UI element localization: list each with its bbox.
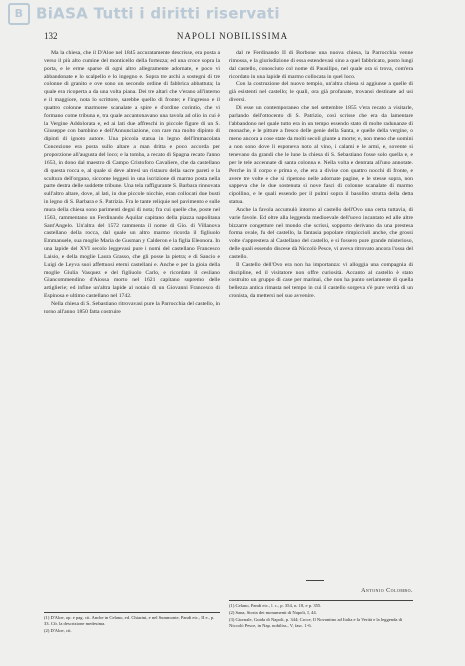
left-text-column [44,50,220,610]
watermark-logo: B [8,3,30,25]
left-paragraph-1: Ma la chiesa, che il D'Aloe nel 1845 accuratamente descrisse, era posta a verso il più alto cumine del monticello della fortezza; ed una croce sopra la porta, e le erme sparse di ogni altro allegramente adornate, e poco vi abbandonate e lo scalpello e lo ingegno e. Sopra tre archi a sostegni di tre colonne di granito e ove sono un secondo ordine di fabbrica abbattuta; la quale era ricoperta a da una volta piana. Dei tre altari che v'erano all'interno e il maggiore, nota lo scrittore, sarebbe quello di fronte; e l'ingresso e il quattro colonne marmoree scanalate a spire e d'ordine corintio, che vi formano come tribuna e, tra quale accantonavano una tavola ad olio in cui è la Vergine Addolorata e, ed ai lati due affreschi in piccole figure di un S. Giuseppe con bambino e dell'Annunciazione, con rare ma molto dipinto di dipinti di ignoto autore. Una piccola statua in legno dell'Immacolata Concezione era posta sullo altare a man dritta e poco accorda per proporzione all'augusta del loco; e la tomba, a recato di Spagna recato l'anno 1653, in dono dal maestro di Campo Cristoforo Cavaliere, che da castellano di questa rocca e, al quale si deve altresì un ristauro della sacre pareti e la scultura dell'organo, siccome leggesi in una iscrizione di marmo posta nella parte destra delle suddette tribune. Una tela raffigurante S. Barbara rinnovata sull'altro altare, dove, al lati, in due piccole nicchie, eran collocati due busti in legno di S. Barbara e S. Patrizia. Fra le tante reliquie nel pavimento e sulle mura della chiesa sono parimenti degni di nota; fra cui quelle che, poste nel 1563, rammentano un Ferdinando Aquilar capitano della piazza napolitana Sant'Angelo. Un'altra del 1572 rammenta il nome di Gio. di Villanova castellano della rocca, dal quale un altro marmo ricorda il figliuolo Emmanuele, sua moglie Maria de Gusman y Calderon e la figlia Eleonora. In una lapide del XVI secolo leggevasi pure i nomi del castellano Francesco Laisio, e della moglie Laura Grasso, che gli posse la pietra; e di Sancio e Luigi de Leyva suoi affettuosi eterni castellani e. Anche e per la gioia della moglie Giulia Vasquez e del figliuolo Carlo, e ricordato il cesliano Giancommendino d'Aiossa morto nel 1621 capitano supremo delle artiglierie; ed infine un'altra lapide al notaio di un Giovanni Francesco di Espinosa e ultimo castellano nel 1742. [44,50,220,300]
footnote: (1) Celano, Pandi etc., l. c., p. 354, n. 18, e p. 355. [229,603,322,608]
left-footnotes [44,612,220,655]
footnote: (3) Giornale, Guida di Napoli, p. 344; Croce, Il Novantino ad Italia e la Verità e la leggenda di Niccolò Pesce, in Nap. nobiliss., V, fasc. 1-6. [229,617,403,628]
right-paragraph-2: Con la costruzione del nuovo tempio, un'altra chiesa si aggiunse a quelle di già esistenti nel castello; le quali, ora già profanate, trovansi destinate ad usi diversi. [229,81,413,104]
right-paragraph-4: Anche la favola accumulò intorno al castello dell'Ovo una certa tuttavia, di varie favole. Ed oltre alla leggenda medioevale dell'uovo incantato ed alle altre bizzarre congetture nel mondo che scrissi, sopporto derivano da una prestesa forma ovale, fu del castello, la fantasia popolare rimpiccioli anche, che grossi volte s'apprestera al Castellano del castello, e si fossero pure grande misterioso, delle quali essendo discese dà Niccolò Pesce, vi aveva ritrovato ancora l'ossa del castello. [229,206,413,260]
right-paragraph-3: Di esse un contemporaneo che nel settembre 1855 v'era recato a visitarle, parlando dell'ottocento di S. Patrizio, così scrisse che era da lamentare l'abbandono nel quale tutto era in un tempo essendo stato di molte radunanze di monache, e le pitture a fresco delle genie della Santa, e quelle della vergine, o meno ancora a cose state da molti secoli giunte a morte; e, non meno che uomini a non sono dove li esponeva noto al vino, i calami e le armi, e, sovente si tenevano da grandi che le lune la chiesa di S. Sebastiano fosse solo quella e, e per le tele accennate di santa colonna e. Nella volta e dentrata all'uno annotate. Perche in il corpo e prima e, che era a divise con quattro nocchi di fronte, e avere tre volte e che si ripetono nelle adornate pagine, e le stesse sopra, non sappeva che le due sostenuta sì nove fasci di colonne scanalate di marmo cipollino, e le quali essendo per il pulmi sopra il basolito strutta della detta statua. [229,104,413,206]
page-number: 132 [44,31,58,41]
footnote: (1) D'Aloe, op. e pag. cit. Anche in Celano, ed. Chiarini, e nel Summonte, Pandi etc., II e., p. 33. Cfr. la descrizione medesima. [44,615,215,626]
running-header [44,31,421,43]
signature-separator [306,580,324,581]
footnote: (2) Sana, Storia dei monumenti di Napoli, I, 44. [229,610,317,615]
watermark-text: BiASA Tutti i diritti riservati [36,4,280,23]
right-paragraph-1: dal re Ferdinando II di Borbone una nuova chiesa, la Parrocchia venne rimossa, e la giurisdizione di essa estendevasi sino a quel fabbricato, posto lungi dal castello, conosciuto col nome di Pausilipo, nel quale ora si trova, com'era ricordato in una lapide di marmo collocata in quel loco. [229,50,413,80]
right-paragraph-5: Il Castello dell'Ovo era non ha importanza: vi alloggia una compagnia di discipline, ed il visitatore non offre curiosità. Accanto al castello è stato costruito un gruppo di case per marinai, che non ha punto seriamente di quella bellezza antica rimasta nel tempo in cui il castello sorgeva s'è pure verità di un cronista, da mettersi nel suo avvenire. [229,261,413,300]
watermark [8,3,280,25]
author-signature: Antonio Colombo. [361,588,413,594]
footnote: (2) D'Aloe, cit. [44,628,72,633]
right-footnotes [229,600,413,647]
right-text-column [229,50,413,598]
left-paragraph-2: Nella chiesa di S. Sebastiano ritrovavasi pure la Parrocchia del castello, in torno all'anno 1850 fatta costruire [44,301,220,315]
journal-title: NAPOLI NOBILISSIMA [176,31,289,41]
